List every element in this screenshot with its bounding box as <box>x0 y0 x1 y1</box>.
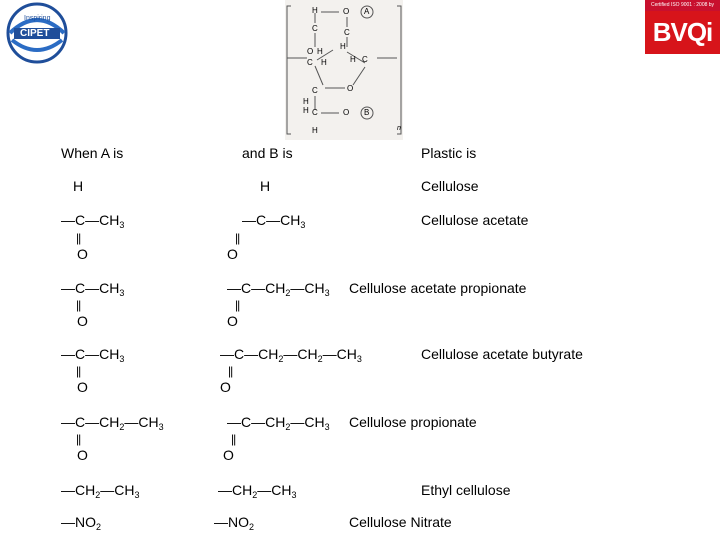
structure-atom: C <box>312 86 318 95</box>
bvqi-brand-text: BVQi <box>645 11 720 54</box>
row2-a-formula: $—C—CH_3$ <box>61 212 125 230</box>
structure-atom: C <box>362 55 368 64</box>
row2-a-oxygen: O <box>77 246 88 262</box>
structure-atom: H <box>303 97 309 106</box>
cipet-main-text: CIPET <box>20 28 50 39</box>
structure-atom: C <box>312 24 318 33</box>
bvqi-certified-text: Certified ISO 9001 : 2008 by <box>645 0 720 11</box>
row6-b-formula: $—CH_2—CH_3$ <box>218 482 297 500</box>
header-col-b: and B is <box>242 145 293 161</box>
row3-plastic: Cellulose acetate propionate <box>349 280 527 296</box>
row4-a-oxygen: O <box>77 379 88 395</box>
row3-a-oxygen: O <box>77 313 88 329</box>
row1-b: H <box>260 178 271 194</box>
structure-atom: C <box>312 108 318 117</box>
structure-atom: O <box>343 108 350 117</box>
cipet-top-text: Inspiring <box>24 15 51 22</box>
header-col-c: Plastic is <box>421 145 477 161</box>
row5-b-double-bond: || <box>231 432 236 446</box>
row2-b-oxygen: O <box>227 246 238 262</box>
row2-plastic: Cellulose acetate <box>421 212 529 228</box>
row6-a-formula: $—CH_2—CH_3$ <box>61 482 140 500</box>
row2-a-double-bond: || <box>76 231 81 245</box>
row1-plastic: Cellulose <box>421 178 479 194</box>
row4-b-double-bond: || <box>228 364 233 378</box>
structure-repeat-label: n <box>397 125 401 132</box>
row1-a: H <box>73 178 84 194</box>
row4-plastic: Cellulose acetate butyrate <box>421 346 583 362</box>
structure-atom: O <box>307 47 314 56</box>
row5-a-oxygen: O <box>77 447 88 463</box>
row2-b-double-bond: || <box>235 231 240 245</box>
row3-b-double-bond: || <box>235 298 240 312</box>
row4-a-double-bond: || <box>76 364 81 378</box>
row7-b-formula: $—NO_2$ <box>214 514 255 532</box>
structure-atom: C <box>344 28 350 37</box>
row4-a-formula: $—C—CH_3$ <box>61 346 125 364</box>
structure-atom: O <box>347 84 354 93</box>
structure-atom: H <box>303 106 309 115</box>
row4-b-formula: $—C—CH_2—CH_2—CH_3$ <box>220 346 362 364</box>
structure-atom: H <box>312 126 318 135</box>
row5-a-formula: $—C—CH_2—CH_3$ <box>61 414 164 432</box>
structure-atom: H <box>321 58 327 67</box>
row6-plastic: Ethyl cellulose <box>421 482 511 498</box>
structure-atom: O <box>343 7 350 16</box>
structure-label-b: B <box>364 108 370 117</box>
structure-atom: H <box>312 6 318 15</box>
row5-b-oxygen: O <box>223 447 234 463</box>
cellulose-structure-diagram <box>285 0 403 140</box>
row7-a-formula: $—NO_2$ <box>61 514 102 532</box>
header-col-a: When A is <box>61 145 124 161</box>
row5-plastic: Cellulose propionate <box>349 414 477 430</box>
row3-a-formula: $—C—CH_3$ <box>61 280 125 298</box>
row4-b-oxygen: O <box>220 379 231 395</box>
structure-atom: C <box>307 58 313 67</box>
row7-plastic: Cellulose Nitrate <box>349 514 452 530</box>
row3-a-double-bond: || <box>76 298 81 312</box>
structure-atom: H <box>317 47 323 56</box>
row5-b-formula: $—C—CH_2—CH_3$ <box>227 414 330 432</box>
row5-a-double-bond: || <box>76 432 81 446</box>
row3-b-oxygen: O <box>227 313 238 329</box>
structure-atom: H <box>340 42 346 51</box>
bvqi-logo <box>645 0 720 54</box>
row2-b-formula: $—C—CH_3$ <box>242 212 306 230</box>
cipet-logo <box>2 2 72 64</box>
structure-atom: H <box>350 55 356 64</box>
row3-b-formula: $—C—CH_2—CH_3$ <box>227 280 330 298</box>
structure-label-a: A <box>364 7 370 16</box>
